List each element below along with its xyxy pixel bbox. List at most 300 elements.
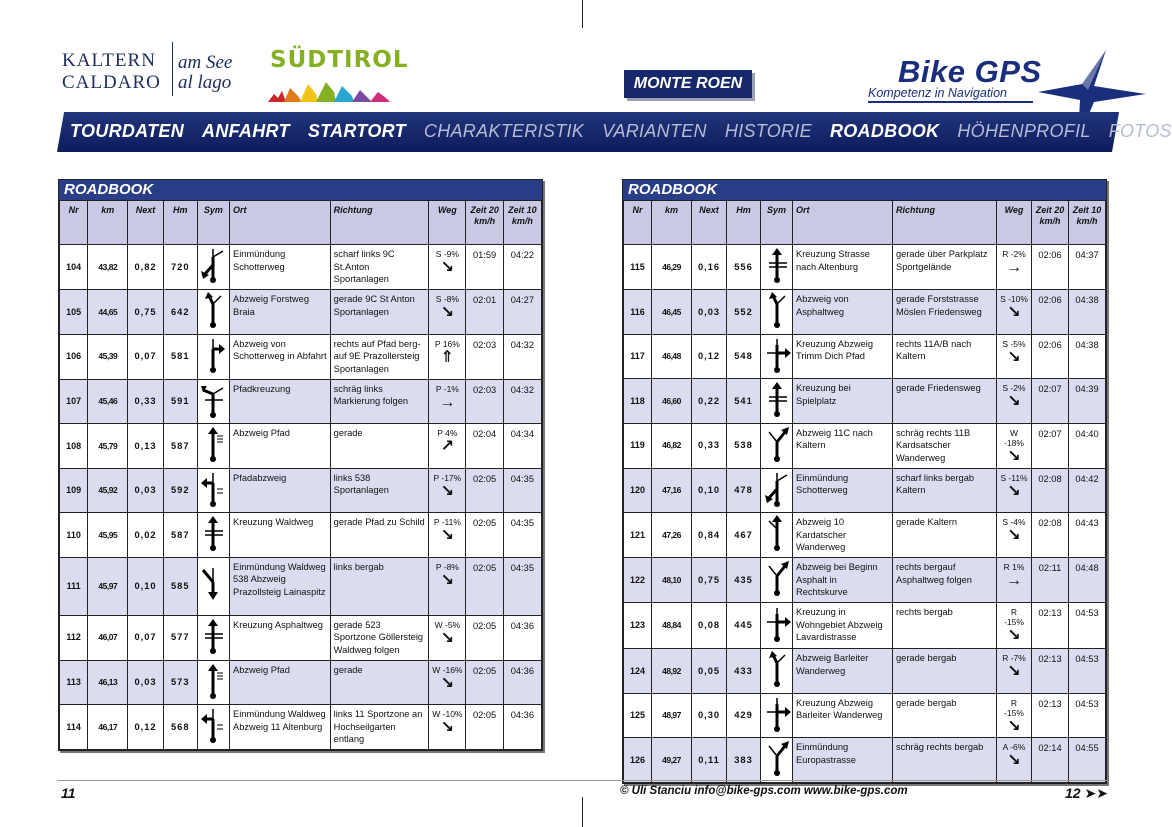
gradient-text: R -15% — [1004, 607, 1024, 627]
col-header-weg: Weg — [997, 201, 1032, 245]
time-10kmh: 04:36 — [503, 615, 541, 660]
next-distance: 0,07 — [128, 615, 163, 660]
roadbook-row — [60, 705, 542, 750]
distance-km: 46,07 — [88, 615, 128, 660]
altitude-hm: 581 — [163, 334, 197, 379]
altitude-hm: 552 — [727, 290, 761, 335]
roadbook-row — [60, 424, 542, 469]
time-20kmh: 02:05 — [466, 513, 503, 558]
gradient-text: S -4% — [1002, 517, 1026, 527]
col-header-weg: Weg — [429, 201, 466, 245]
gradient-arrow-icon: ↘ — [1007, 717, 1021, 735]
distance-km: 49,27 — [652, 738, 692, 783]
gradient-text: S -5% — [1002, 338, 1026, 349]
next-distance: 0,02 — [128, 513, 163, 558]
time-20kmh: 02:05 — [466, 557, 503, 615]
surface-gradient — [429, 334, 466, 379]
waypoint-nr: 114 — [60, 705, 88, 750]
roadbook-row — [624, 334, 1106, 379]
time-20kmh: 02:05 — [466, 660, 503, 705]
col-header-zeit-10: Zeit 10 km/h — [503, 201, 541, 245]
surface-gradient — [997, 245, 1032, 290]
gradient-text: R -2% — [1002, 249, 1026, 259]
location-ort: Abzweig 11C nach Kaltern — [793, 423, 893, 468]
next-distance: 0,08 — [692, 603, 727, 649]
waypoint-nr: 112 — [60, 615, 88, 660]
surface-gradient — [997, 423, 1032, 468]
surface-gradient — [429, 290, 466, 335]
gradient-text: R -15% — [1004, 697, 1024, 718]
suedtirol-logo: SÜDTIROL — [270, 47, 409, 73]
waypoint-nr: 106 — [60, 334, 88, 379]
roadbook-row — [624, 513, 1106, 558]
next-distance: 0,33 — [128, 379, 163, 424]
next-distance: 0,22 — [692, 379, 727, 424]
time-10kmh: 04:36 — [503, 705, 541, 750]
direction-richtung: links 538 Sportanlagen — [330, 468, 429, 513]
time-20kmh: 02:03 — [466, 334, 503, 379]
roadbook-row — [60, 513, 542, 558]
gradient-text: W -5% — [434, 619, 461, 630]
location-ort: Abzweig Forstweg Braia — [230, 290, 331, 335]
distance-km: 47,16 — [652, 468, 692, 513]
surface-gradient — [997, 513, 1032, 558]
distance-km: 47,26 — [652, 513, 692, 558]
direction-cross-icon — [199, 513, 227, 553]
direction-symbol — [197, 424, 229, 469]
waypoint-nr: 126 — [624, 738, 652, 783]
location-ort: Pfadabzweig — [230, 468, 331, 513]
col-header-ort: Ort — [793, 201, 893, 245]
location-ort: Einmündung Schotterweg — [793, 468, 893, 513]
distance-km: 46,82 — [652, 423, 692, 468]
distance-km: 46,13 — [88, 660, 128, 705]
surface-gradient — [997, 649, 1032, 694]
roadbook-row — [624, 693, 1106, 738]
time-10kmh: 04:35 — [503, 513, 541, 558]
waypoint-nr: 113 — [60, 660, 88, 705]
direction-left-down-icon — [199, 564, 227, 604]
direction-symbol — [761, 468, 793, 513]
roadbook-row — [624, 468, 1106, 513]
altitude-hm: 445 — [727, 603, 761, 649]
time-10kmh: 04:32 — [503, 334, 541, 379]
time-10kmh: 04:53 — [1069, 603, 1106, 649]
brand-tagline: Kompetenz in Navigation — [868, 86, 1033, 103]
waypoint-nr: 124 — [624, 649, 652, 694]
page-number-left: 11 — [61, 785, 76, 801]
gradient-text: P 16% — [434, 338, 460, 349]
direction-straight-icon — [199, 424, 227, 464]
distance-km: 45,39 — [88, 334, 128, 379]
time-20kmh: 02:05 — [466, 705, 503, 750]
surface-gradient — [997, 379, 1032, 424]
nav-item-h-henprofil[interactable]: HÖHENPROFIL — [957, 120, 1091, 141]
surface-gradient — [997, 738, 1032, 783]
col-header-next: Next — [692, 201, 727, 245]
col-header-hm: Hm — [727, 201, 761, 245]
gradient-text: S -9% — [435, 249, 459, 259]
roadbook-row — [60, 660, 542, 705]
surface-gradient — [997, 334, 1032, 379]
next-distance: 0,33 — [692, 423, 727, 468]
suedtirol-mountain-icon — [268, 78, 390, 102]
nav-item-tourdaten[interactable]: TOURDATEN — [70, 120, 185, 141]
time-20kmh: 02:08 — [1032, 513, 1069, 558]
time-10kmh: 04:22 — [503, 245, 541, 290]
surface-gradient — [429, 379, 466, 424]
page-fold-mark-top — [582, 0, 583, 28]
gradient-arrow-icon: → — [439, 393, 456, 411]
time-20kmh: 02:13 — [1032, 603, 1069, 649]
distance-km: 45,97 — [88, 557, 128, 615]
altitude-hm: 568 — [163, 705, 197, 750]
gradient-text: S -8% — [435, 294, 459, 304]
direction-richtung: gerade — [330, 424, 429, 469]
location-ort: Kreuzung in Wohngebiet Abzweig Lavardistrasse — [793, 603, 893, 649]
direction-richtung: gerade 523 Sportzone Göllersteig Waldweg folgen — [330, 615, 429, 660]
time-20kmh: 02:06 — [1032, 290, 1069, 335]
surface-gradient — [429, 424, 466, 469]
altitude-hm: 720 — [163, 245, 197, 290]
next-distance: 0,84 — [692, 513, 727, 558]
gradient-arrow-icon: → — [1006, 572, 1022, 589]
time-10kmh: 04:40 — [1069, 423, 1106, 468]
gradient-arrow-icon: ↘ — [1007, 527, 1021, 544]
roadbook-row — [624, 379, 1106, 424]
roadbook-row — [624, 738, 1106, 783]
direction-symbol — [197, 557, 229, 615]
direction-richtung: gerade bergab — [893, 649, 997, 694]
direction-richtung: gerade Pfad zu Schild — [330, 513, 429, 558]
direction-richtung: rechts bergauf Asphaltweg folgen — [893, 558, 997, 603]
gradient-arrow-icon: ↘ — [440, 674, 455, 692]
time-20kmh: 02:01 — [466, 290, 503, 335]
kaltern-text: KALTERN — [62, 50, 156, 71]
location-ort: Pfadkreuzung — [230, 379, 331, 424]
waypoint-nr: 116 — [624, 290, 652, 335]
altitude-hm: 573 — [163, 660, 197, 705]
gradient-text: W -10% — [432, 709, 463, 719]
gradient-text: S -10% — [1000, 294, 1028, 304]
distance-km: 46,29 — [652, 245, 692, 290]
distance-km: 46,48 — [652, 334, 692, 379]
direction-symbol — [761, 603, 793, 649]
location-ort: Einmündung Waldweg 538 Abzweig Prazollsteig Lainaspitz — [230, 557, 331, 615]
location-ort: Abzweig von Schotterweg in Abfahrt — [230, 334, 331, 379]
gradient-text: P -11% — [433, 517, 461, 527]
surface-gradient — [429, 557, 466, 615]
direction-left-icon — [199, 705, 227, 745]
time-20kmh: 01:59 — [466, 245, 503, 290]
roadbook-row — [624, 245, 1106, 290]
direction-symbol — [197, 468, 229, 513]
waypoint-nr: 107 — [60, 379, 88, 424]
gradient-arrow-icon: ↘ — [1007, 304, 1021, 321]
direction-cross-icon — [199, 616, 227, 656]
location-ort: Abzweig Pfad — [230, 424, 331, 469]
time-10kmh: 04:48 — [1069, 558, 1106, 603]
time-10kmh: 04:32 — [503, 379, 541, 424]
next-distance: 0,11 — [692, 738, 727, 783]
brand-name: Bike GPS — [898, 54, 1042, 89]
distance-km: 48,84 — [652, 603, 692, 649]
nav-item-historie[interactable]: HISTORIE — [724, 120, 812, 141]
distance-km: 45,92 — [88, 468, 128, 513]
next-distance: 0,12 — [128, 705, 163, 750]
next-distance: 0,16 — [692, 245, 727, 290]
time-20kmh: 02:04 — [466, 424, 503, 469]
gradient-arrow-icon: ↘ — [1007, 663, 1021, 680]
surface-gradient — [429, 245, 466, 290]
roadbook-row — [60, 379, 542, 424]
gradient-arrow-icon: ↘ — [440, 719, 455, 736]
gradient-arrow-icon: ↘ — [440, 304, 455, 321]
gradient-text: R -7% — [1002, 653, 1026, 663]
waypoint-nr: 105 — [60, 290, 88, 335]
col-header-zeit-20: Zeit 20 km/h — [1032, 201, 1069, 245]
gradient-arrow-icon: ↘ — [1007, 627, 1021, 644]
direction-symbol — [761, 334, 793, 379]
direction-richtung: links 11 Sportzone an Hochseilgarten entlang — [330, 705, 429, 750]
gradient-text: P -17% — [433, 472, 462, 483]
direction-cross-icon — [763, 379, 791, 419]
direction-symbol — [761, 693, 793, 738]
time-10kmh: 04:38 — [1069, 334, 1106, 379]
next-distance: 0,05 — [692, 649, 727, 694]
surface-gradient — [997, 468, 1032, 513]
direction-symbol — [761, 245, 793, 290]
waypoint-nr: 120 — [624, 468, 652, 513]
direction-richtung: gerade Friedensweg — [893, 379, 997, 424]
surface-gradient — [429, 513, 466, 558]
nav-item-fotos[interactable]: FOTOS — [1108, 120, 1172, 141]
gradient-text: R 1% — [1003, 562, 1025, 572]
surface-gradient — [429, 615, 466, 660]
time-10kmh: 04:38 — [1069, 290, 1106, 335]
altitude-hm: 587 — [163, 424, 197, 469]
direction-richtung: gerade über Parkplatz Sportgelände — [893, 245, 997, 290]
gradient-text: S -2% — [1002, 383, 1026, 393]
direction-cross-right-icon — [763, 604, 791, 644]
direction-symbol — [197, 660, 229, 705]
waypoint-nr: 118 — [624, 379, 652, 424]
waypoint-nr: 111 — [60, 557, 88, 615]
direction-left-sharp-icon — [199, 245, 227, 285]
waypoint-nr: 123 — [624, 603, 652, 649]
direction-richtung: links bergab — [330, 557, 429, 615]
altitude-hm: 478 — [727, 468, 761, 513]
gradient-arrow-icon: ↘ — [440, 482, 455, 500]
time-10kmh: 04:53 — [1069, 693, 1106, 738]
direction-cross-left-icon — [199, 380, 227, 420]
direction-bear-right-icon — [763, 558, 791, 598]
roadbook-row — [60, 468, 542, 513]
surface-gradient — [997, 693, 1032, 738]
location-ort: Einmündung Waldweg Abzweig 11 Altenburg — [230, 705, 331, 750]
distance-km: 45,95 — [88, 513, 128, 558]
altitude-hm: 435 — [727, 558, 761, 603]
gradient-arrow-icon: ⇑ — [440, 348, 455, 366]
distance-km: 46,17 — [88, 705, 128, 750]
roadbook-row — [624, 290, 1106, 335]
time-10kmh: 04:27 — [503, 290, 541, 335]
roadbook-title-left: ROADBOOK — [59, 180, 542, 200]
altitude-hm: 585 — [163, 557, 197, 615]
waypoint-nr: 109 — [60, 468, 88, 513]
next-distance: 0,03 — [128, 468, 163, 513]
col-header-next: Next — [128, 201, 163, 245]
col-header-km: km — [88, 201, 128, 245]
altitude-hm: 587 — [163, 513, 197, 558]
col-header-km: km — [652, 201, 692, 245]
location-ort: Kreuzung Abzweig Trimm Dich Pfad — [793, 334, 893, 379]
location-ort: Abzweig von Asphaltweg — [793, 290, 893, 335]
direction-bear-right-icon — [763, 424, 791, 464]
direction-bear-right-icon — [763, 738, 791, 778]
altitude-hm: 383 — [727, 738, 761, 783]
col-header-zeit-20: Zeit 20 km/h — [466, 201, 503, 245]
location-ort: Abzweig Pfad — [230, 660, 331, 705]
roadbook-row — [60, 615, 542, 660]
next-distance: 0,07 — [128, 334, 163, 379]
gradient-arrow-icon: ↘ — [440, 259, 455, 276]
direction-symbol — [761, 649, 793, 694]
next-distance: 0,10 — [128, 557, 163, 615]
nav-item-anfahrt[interactable]: ANFAHRT — [202, 120, 290, 141]
location-ort: Abzweig bei Beginn Asphalt in Rechtskurve — [793, 558, 893, 603]
altitude-hm: 541 — [727, 379, 761, 424]
direction-richtung: rechts bergab — [893, 603, 997, 649]
gradient-text: S -11% — [1000, 472, 1028, 483]
direction-symbol — [197, 290, 229, 335]
altitude-hm: 538 — [727, 423, 761, 468]
waypoint-nr: 117 — [624, 334, 652, 379]
direction-symbol — [197, 513, 229, 558]
time-20kmh: 02:13 — [1032, 693, 1069, 738]
time-20kmh: 02:06 — [1032, 334, 1069, 379]
location-ort: Abzweig 10 Kardatscher Wanderweg — [793, 513, 893, 558]
direction-fork-right-icon — [763, 649, 791, 689]
altitude-hm: 577 — [163, 615, 197, 660]
time-10kmh: 04:34 — [503, 424, 541, 469]
gradient-arrow-icon: ↘ — [440, 571, 455, 589]
direction-richtung: gerade Forststrasse Möslen Friedensweg — [893, 290, 997, 335]
time-10kmh: 04:55 — [1069, 738, 1106, 783]
direction-richtung: gerade — [330, 660, 429, 705]
direction-symbol — [761, 558, 793, 603]
waypoint-nr: 110 — [60, 513, 88, 558]
time-10kmh: 04:42 — [1069, 468, 1106, 513]
direction-richtung: rechts 11A/B nach Kaltern — [893, 334, 997, 379]
time-10kmh: 04:36 — [503, 660, 541, 705]
next-distance: 0,12 — [692, 334, 727, 379]
gradient-arrow-icon: ↘ — [440, 527, 455, 544]
altitude-hm: 591 — [163, 379, 197, 424]
bike-gps-logo — [868, 50, 1128, 110]
time-20kmh: 02:05 — [466, 468, 503, 513]
next-distance: 0,75 — [128, 290, 163, 335]
direction-symbol — [761, 513, 793, 558]
waypoint-nr: 122 — [624, 558, 652, 603]
nav-menu — [70, 112, 1172, 150]
gradient-arrow-icon: → — [1006, 259, 1022, 276]
gradient-arrow-icon: ↘ — [1007, 447, 1021, 465]
surface-gradient — [997, 558, 1032, 603]
gradient-arrow-icon: ↘ — [1007, 752, 1021, 769]
nav-item-startort[interactable]: STARTORT — [307, 120, 406, 141]
roadbook-row — [60, 245, 542, 290]
direction-fork-right-icon — [199, 290, 227, 330]
gradient-arrow-icon: ↘ — [1007, 393, 1021, 410]
col-header-richtung: Richtung — [330, 201, 429, 245]
caldaro-text: CALDARO — [62, 72, 161, 93]
altitude-hm: 556 — [727, 245, 761, 290]
time-10kmh: 04:53 — [1069, 649, 1106, 694]
col-header-hm: Hm — [163, 201, 197, 245]
roadbook-title-right: ROADBOOK — [623, 180, 1106, 200]
direction-cross-right-icon — [763, 694, 791, 734]
location-ort: Kreuzung Abzweig Barleiter Wanderweg — [793, 693, 893, 738]
time-10kmh: 04:39 — [1069, 379, 1106, 424]
nav-item-roadbook[interactable]: ROADBOOK — [829, 120, 940, 141]
waypoint-nr: 115 — [624, 245, 652, 290]
tour-name-badge: MONTE ROEN — [624, 70, 752, 98]
altitude-hm: 429 — [727, 693, 761, 738]
time-20kmh: 02:07 — [1032, 379, 1069, 424]
time-20kmh: 02:03 — [466, 379, 503, 424]
distance-km: 45,79 — [88, 424, 128, 469]
waypoint-nr: 108 — [60, 424, 88, 469]
distance-km: 46,60 — [652, 379, 692, 424]
gradient-text: W -16% — [432, 664, 463, 675]
direction-cross-right-icon — [763, 335, 791, 375]
roadbook-row — [624, 649, 1106, 694]
gradient-text: A -6% — [1002, 742, 1026, 752]
col-header-sym: Sym — [761, 201, 793, 245]
direction-fork-left-icon — [763, 513, 791, 553]
next-distance: 0,03 — [128, 660, 163, 705]
direction-richtung: rechts auf Pfad berg-auf 9E Prazollersteig Sportanlagen — [330, 334, 429, 379]
location-ort: Kreuzung bei Spielplatz — [793, 379, 893, 424]
nav-item-varianten[interactable]: VARIANTEN — [602, 120, 707, 141]
direction-richtung: gerade 9C St Anton Sportanlagen — [330, 290, 429, 335]
col-header-zeit-10: Zeit 10 km/h — [1069, 201, 1106, 245]
roadbook-grid-left — [59, 200, 542, 750]
roadbook-row — [60, 557, 542, 615]
location-ort: Kreuzung Waldweg — [230, 513, 331, 558]
next-distance: 0,13 — [128, 424, 163, 469]
distance-km: 48,92 — [652, 649, 692, 694]
time-10kmh: 04:37 — [1069, 245, 1106, 290]
direction-straight-icon — [199, 661, 227, 701]
location-ort: Kreuzung Strasse nach Altenburg — [793, 245, 893, 290]
waypoint-nr: 104 — [60, 245, 88, 290]
direction-symbol — [197, 379, 229, 424]
gradient-text: W -18% — [1004, 427, 1024, 448]
surface-gradient — [997, 603, 1032, 649]
waypoint-nr: 119 — [624, 423, 652, 468]
direction-richtung: scharf links 9C St.Anton Sportanlagen — [330, 245, 429, 290]
gradient-arrow-icon: ↗ — [440, 438, 455, 455]
direction-left-sharp-icon — [763, 469, 791, 509]
direction-symbol — [197, 615, 229, 660]
gradient-arrow-icon: ↘ — [440, 629, 455, 647]
page-number-right: 12 ➤➤ — [1065, 785, 1108, 801]
nav-item-charakteristik[interactable]: CHARAKTERISTIK — [423, 120, 585, 141]
roadbook-row — [60, 290, 542, 335]
roadbook-table-left — [58, 179, 543, 751]
